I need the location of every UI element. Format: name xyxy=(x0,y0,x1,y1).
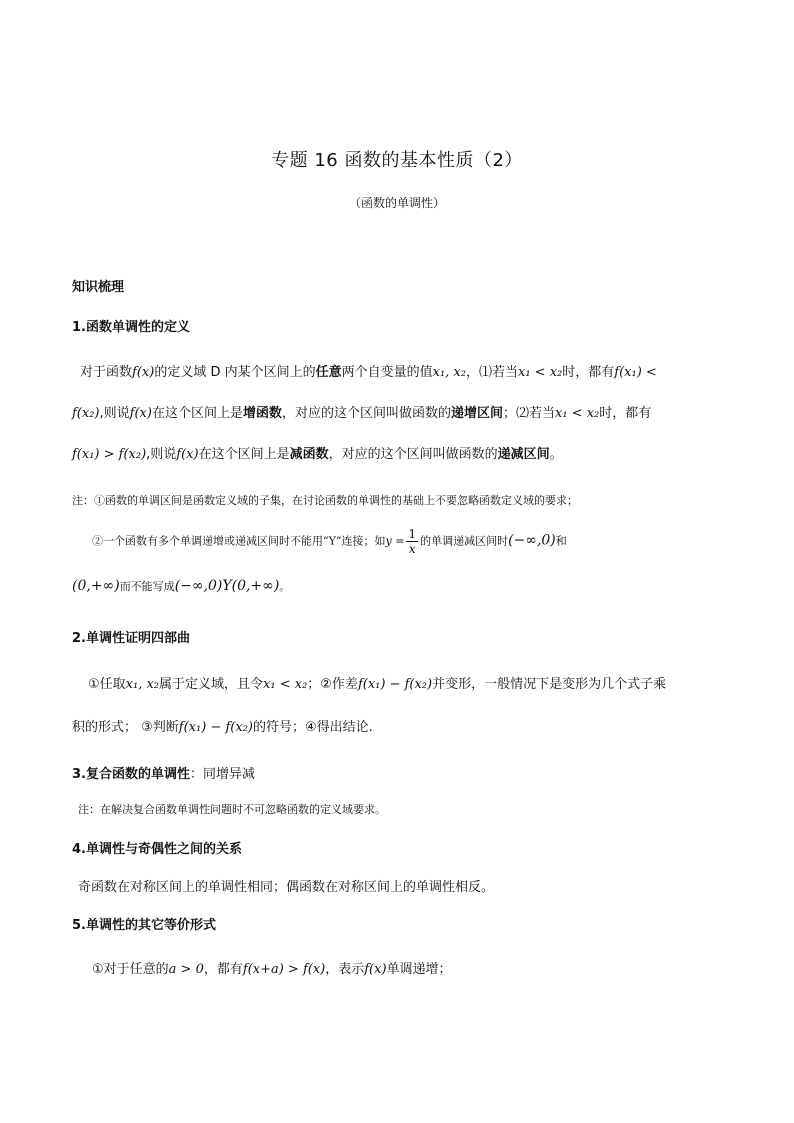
note-2-line-1: ②一个函数有多个单调递增或递减区间时不能用“Y”连接；如y = $\frac{1}{x}$ 的单调递减区间时(−∞,0)和 xyxy=(92,527,567,556)
page-title: 专题 16 函数的基本性质（2） xyxy=(271,150,523,171)
heading-proof: 2.单调性证明四部曲 xyxy=(72,631,190,646)
definition-line-1: 对于函数f(x)的定义域 D 内某个区间上的任意两个自变量的值x₁, x₂，⑴若当x₁ < x₂时，都有f(x₁) < xyxy=(80,365,657,380)
fraction-one-over-x: $\frac{1}{x}$ xyxy=(408,527,417,556)
heading-equivalent-forms: 5.单调性的其它等价形式 xyxy=(72,918,216,933)
parity-relation-text: 奇函数在对称区间上的单调性相同；偶函数在对称区间上的单调性相反。 xyxy=(78,880,495,895)
heading-definition: 1.函数单调性的定义 xyxy=(72,320,190,335)
section-knowledge-heading: 知识梳理 xyxy=(72,280,125,295)
page-subtitle: （函数的单调性） xyxy=(348,196,445,210)
note-3: 注：在解决复合函数单调性问题时不可忽略函数的定义域要求。 xyxy=(78,803,386,816)
note-2-line-2: (0,+∞)而不能写成(−∞,0)Y(0,+∞)。 xyxy=(72,578,291,594)
proof-line-2: 积的形式； ③判断f(x₁) − f(x₂)的符号；④得出结论. xyxy=(72,720,373,735)
definition-line-3: f(x₁) > f(x₂),则说f(x)在这个区间上是减函数，对应的这个区间叫做函数的递减区间。 xyxy=(72,447,563,462)
heading-parity-relation: 4.单调性与奇偶性之间的关系 xyxy=(72,842,242,857)
proof-line-1: ①任取x₁, x₂属于定义域，且令x₁ < x₂；②作差f(x₁) − f(x₂)并变形，一般情况下是变形为几个式子乘 xyxy=(88,677,667,692)
definition-line-2: f(x₂),则说f(x)在这个区间上是增函数，对应的这个区间叫做函数的递增区间；⑵若当x₁ < x₂时，都有 xyxy=(72,406,652,421)
equivalent-form-1: ①对于任意的a > 0，都有f(x+a) > f(x)，表示f(x)单调递增； xyxy=(92,962,452,977)
note-1: 注：①函数的单调区间是函数定义域的子集，在讨论函数的单调性的基础上不要忽略函数定义域的要求； xyxy=(72,494,578,507)
heading-composite: 3.复合函数的单调性：同增异减 xyxy=(72,767,255,782)
